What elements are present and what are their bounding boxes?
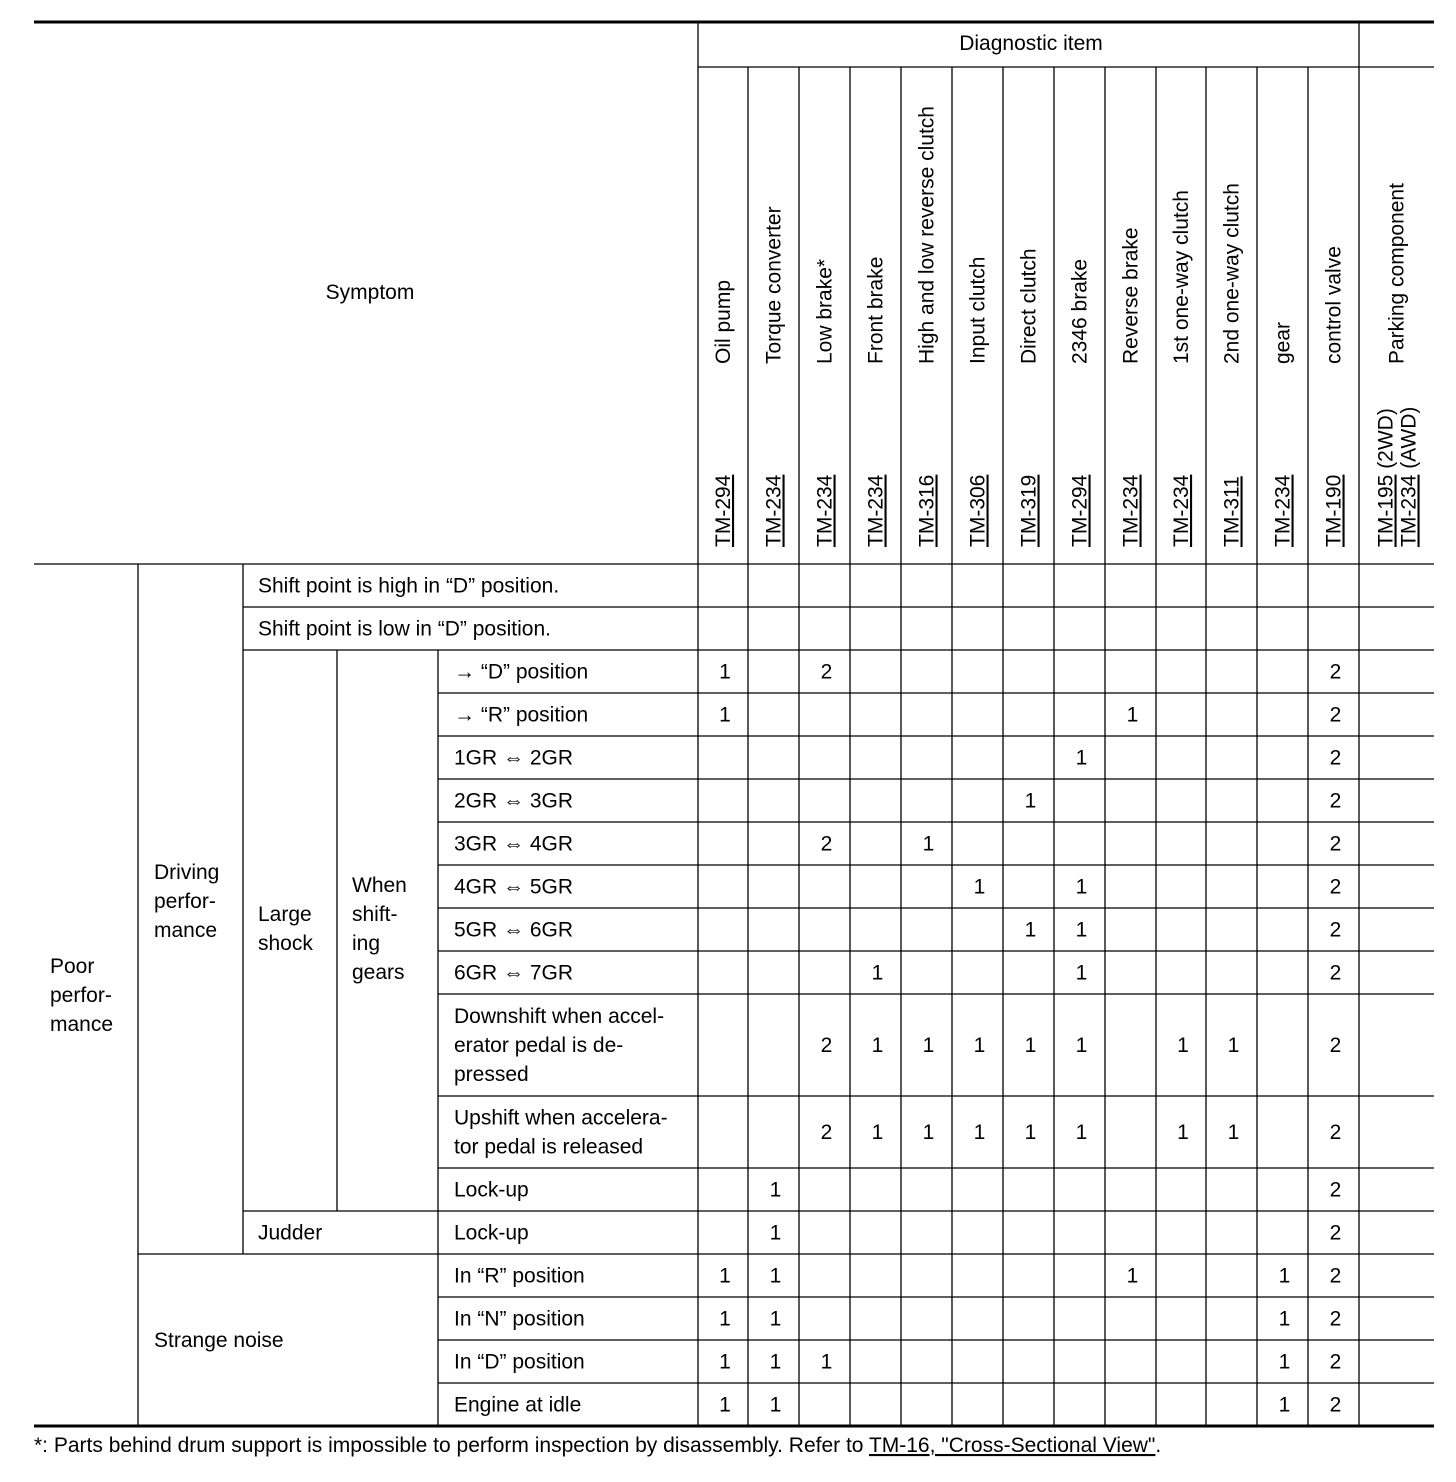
column-name-label: 2346 brake [1068, 258, 1092, 364]
column-ref-link[interactable]: TM-234 [864, 474, 888, 547]
cell-value: 1 [1126, 703, 1139, 727]
column-name-label: Input clutch [966, 256, 990, 364]
column-ref-link[interactable]: TM-294 [712, 474, 735, 547]
column-name-label: Torque converter [762, 206, 786, 364]
cell-value: 1 [1278, 1350, 1291, 1374]
cell-value: 1 [1126, 1264, 1139, 1288]
cell-value: 2 [1329, 875, 1342, 899]
group-label-strange-noise: Strange noise [154, 1329, 284, 1352]
cell-value: 1 [871, 1034, 884, 1057]
cell-value: 1 [1177, 1121, 1189, 1144]
column-ref-note: (2WD) [1374, 408, 1398, 475]
cell-value: 1 [1075, 746, 1088, 770]
cell-value: 1 [922, 1034, 935, 1057]
row-label: 4GR ⇔ 5GR [454, 875, 574, 899]
cell-value: 2 [1329, 1178, 1342, 1202]
row-label: Engine at idle [454, 1393, 582, 1417]
cell-value: 2 [1329, 1393, 1342, 1417]
column-ref-note: (AWD) [1397, 406, 1421, 475]
cell-value: 1 [719, 703, 731, 727]
column-ref-link [1375, 408, 1398, 547]
cell-value: 1 [922, 1121, 935, 1144]
cell-value: 1 [1278, 1307, 1291, 1331]
column-ref-link[interactable]: TM-311 [1220, 476, 1244, 547]
cell-value: 2 [1329, 918, 1342, 942]
group-label-driving-performance: perfor- [154, 890, 216, 913]
cell-value: 1 [820, 1350, 833, 1374]
row-label: In “N” position [454, 1307, 585, 1331]
cell-value: 1 [719, 1264, 731, 1288]
cell-value: 1 [1227, 1121, 1240, 1144]
cell-value: 1 [769, 1350, 782, 1374]
row-label: → “D” position [454, 660, 589, 684]
cell-value: 2 [820, 1121, 833, 1144]
column-name-label: Parking component [1385, 183, 1409, 364]
column-name-label: Reverse brake [1119, 227, 1143, 364]
cell-value: 1 [1227, 1034, 1240, 1057]
column-ref-link[interactable]: TM-234 [762, 474, 786, 547]
cell-value: 2 [1329, 746, 1342, 770]
cell-value: 2 [820, 1034, 833, 1057]
footnote-text: *: Parts behind drum support is impossible to perform inspection by disassembly. Refer to [34, 1434, 869, 1457]
column-ref-link[interactable]: TM-234 [1271, 474, 1295, 547]
cell-value: 1 [871, 1121, 884, 1144]
cell-value: 1 [719, 660, 731, 684]
cell-value: 1 [1075, 918, 1088, 942]
row-label: Downshift when accel- [454, 1005, 665, 1028]
group-label-driving-performance: Driving [154, 861, 220, 884]
row-label: pressed [454, 1063, 529, 1086]
row-label: 3GR ⇔ 4GR [454, 832, 574, 856]
footnote [34, 1434, 1161, 1457]
cell-value: 1 [1278, 1264, 1291, 1288]
cell-value: 2 [1329, 660, 1342, 684]
row-label: 6GR ⇔ 7GR [454, 961, 574, 985]
column-ref-link[interactable]: TM-294 [1068, 474, 1092, 547]
cell-value: 1 [769, 1178, 782, 1202]
cell-value: 1 [1075, 875, 1088, 899]
cell-value: 2 [1329, 703, 1342, 727]
row-label: In “D” position [454, 1350, 585, 1374]
row-label: 5GR ⇔ 6GR [454, 918, 574, 942]
cell-value: 1 [1024, 1121, 1037, 1144]
cell-value: 1 [973, 875, 986, 899]
cell-value: 2 [1329, 832, 1342, 856]
cell-value: 1 [1075, 1121, 1088, 1144]
diagnostic-item-header: Diagnostic item [959, 32, 1103, 55]
cell-value: 2 [1329, 789, 1342, 813]
cell-value: 1 [922, 832, 935, 856]
column-name-label: Direct clutch [1017, 248, 1041, 364]
cell-value: 1 [719, 1307, 731, 1331]
column-ref-link[interactable]: TM-190 [1322, 474, 1346, 547]
group-label-poor-performance: mance [50, 1013, 114, 1036]
column-name-label: 2nd one-way clutch [1220, 183, 1244, 364]
cell-value: 1 [1024, 918, 1037, 942]
row-label: Shift point is high in “D” position. [258, 574, 560, 598]
group-label-poor-performance: Poor [50, 955, 95, 978]
column-name-label: gear [1271, 321, 1295, 364]
column-ref-link[interactable]: TM-234 [1170, 474, 1193, 547]
cell-value: 1 [769, 1264, 782, 1288]
cell-value: 1 [1075, 961, 1088, 985]
cell-value: 1 [1024, 1034, 1037, 1057]
cell-value: 2 [820, 660, 833, 684]
column-name-label: Low brake* [813, 258, 837, 364]
group-label-when-shifting: gears [352, 961, 405, 984]
footnote-link[interactable]: TM-16, "Cross-Sectional View" [868, 1434, 1156, 1457]
cell-value: 1 [769, 1221, 782, 1245]
column-name-label: Oil pump [712, 279, 735, 364]
cell-value: 1 [1075, 1034, 1088, 1057]
group-label-large-shock: Large [258, 903, 312, 926]
row-label: In “R” position [454, 1264, 585, 1288]
row-label: Lock-up [454, 1178, 529, 1202]
column-ref-link[interactable]: TM-234 [1397, 474, 1421, 547]
column-name-label: control valve [1322, 246, 1346, 364]
cell-value: 2 [1329, 1121, 1342, 1144]
cell-value: 1 [871, 961, 884, 985]
row-label: 2GR ⇔ 3GR [454, 789, 574, 813]
cell-value: 2 [820, 832, 833, 856]
cell-value: 2 [1329, 1350, 1342, 1374]
table-text [34, 32, 1421, 1457]
column-ref-link[interactable]: TM-195 [1374, 474, 1398, 547]
group-label-when-shifting: ing [352, 932, 381, 955]
footnote-end: . [1155, 1434, 1162, 1457]
row-label: Lock-up [454, 1221, 529, 1245]
row-label: Upshift when accelera- [454, 1106, 668, 1130]
group-label-poor-performance: perfor- [50, 984, 112, 1007]
cell-value: 1 [719, 1393, 731, 1417]
group-label-judder: Judder [258, 1221, 323, 1245]
row-label: tor pedal is released [454, 1135, 644, 1159]
cell-value: 1 [973, 1121, 986, 1144]
row-label: Shift point is low in “D” position. [258, 617, 551, 641]
cell-value: 2 [1329, 1307, 1342, 1331]
column-ref-link[interactable]: TM-234 [813, 474, 837, 547]
column-ref-link[interactable]: TM-316 [915, 474, 939, 547]
row-label: → “R” position [454, 703, 589, 727]
column-ref-link[interactable]: TM-234 [1119, 474, 1143, 547]
column-ref-link[interactable]: TM-319 [1017, 474, 1041, 547]
column-ref-link [1398, 407, 1421, 547]
column-name-label: Front brake [864, 256, 888, 364]
cell-value: 1 [719, 1350, 731, 1374]
cell-value: 2 [1329, 1264, 1342, 1288]
group-label-large-shock: shock [258, 932, 313, 955]
cell-value: 1 [973, 1034, 986, 1057]
group-label-when-shifting: shift- [352, 903, 398, 926]
cell-value: 2 [1329, 1034, 1342, 1057]
group-label-driving-performance: mance [154, 919, 218, 942]
cell-value: 2 [1329, 961, 1342, 985]
row-label: erator pedal is de- [454, 1034, 624, 1057]
cell-value: 1 [1278, 1393, 1291, 1417]
row-label: 1GR ⇔ 2GR [454, 746, 574, 770]
cell-value: 1 [1177, 1034, 1189, 1057]
column-name-label: High and low reverse clutch [915, 106, 939, 364]
column-name-label: 1st one-way clutch [1170, 190, 1193, 364]
symptom-header: Symptom [325, 281, 415, 304]
group-label-when-shifting: When [352, 874, 407, 897]
cell-value: 1 [1024, 789, 1037, 813]
cell-value: 1 [769, 1307, 782, 1331]
column-ref-link[interactable]: TM-306 [966, 474, 990, 547]
cell-value: 2 [1329, 1221, 1342, 1245]
cell-value: 1 [769, 1393, 782, 1417]
